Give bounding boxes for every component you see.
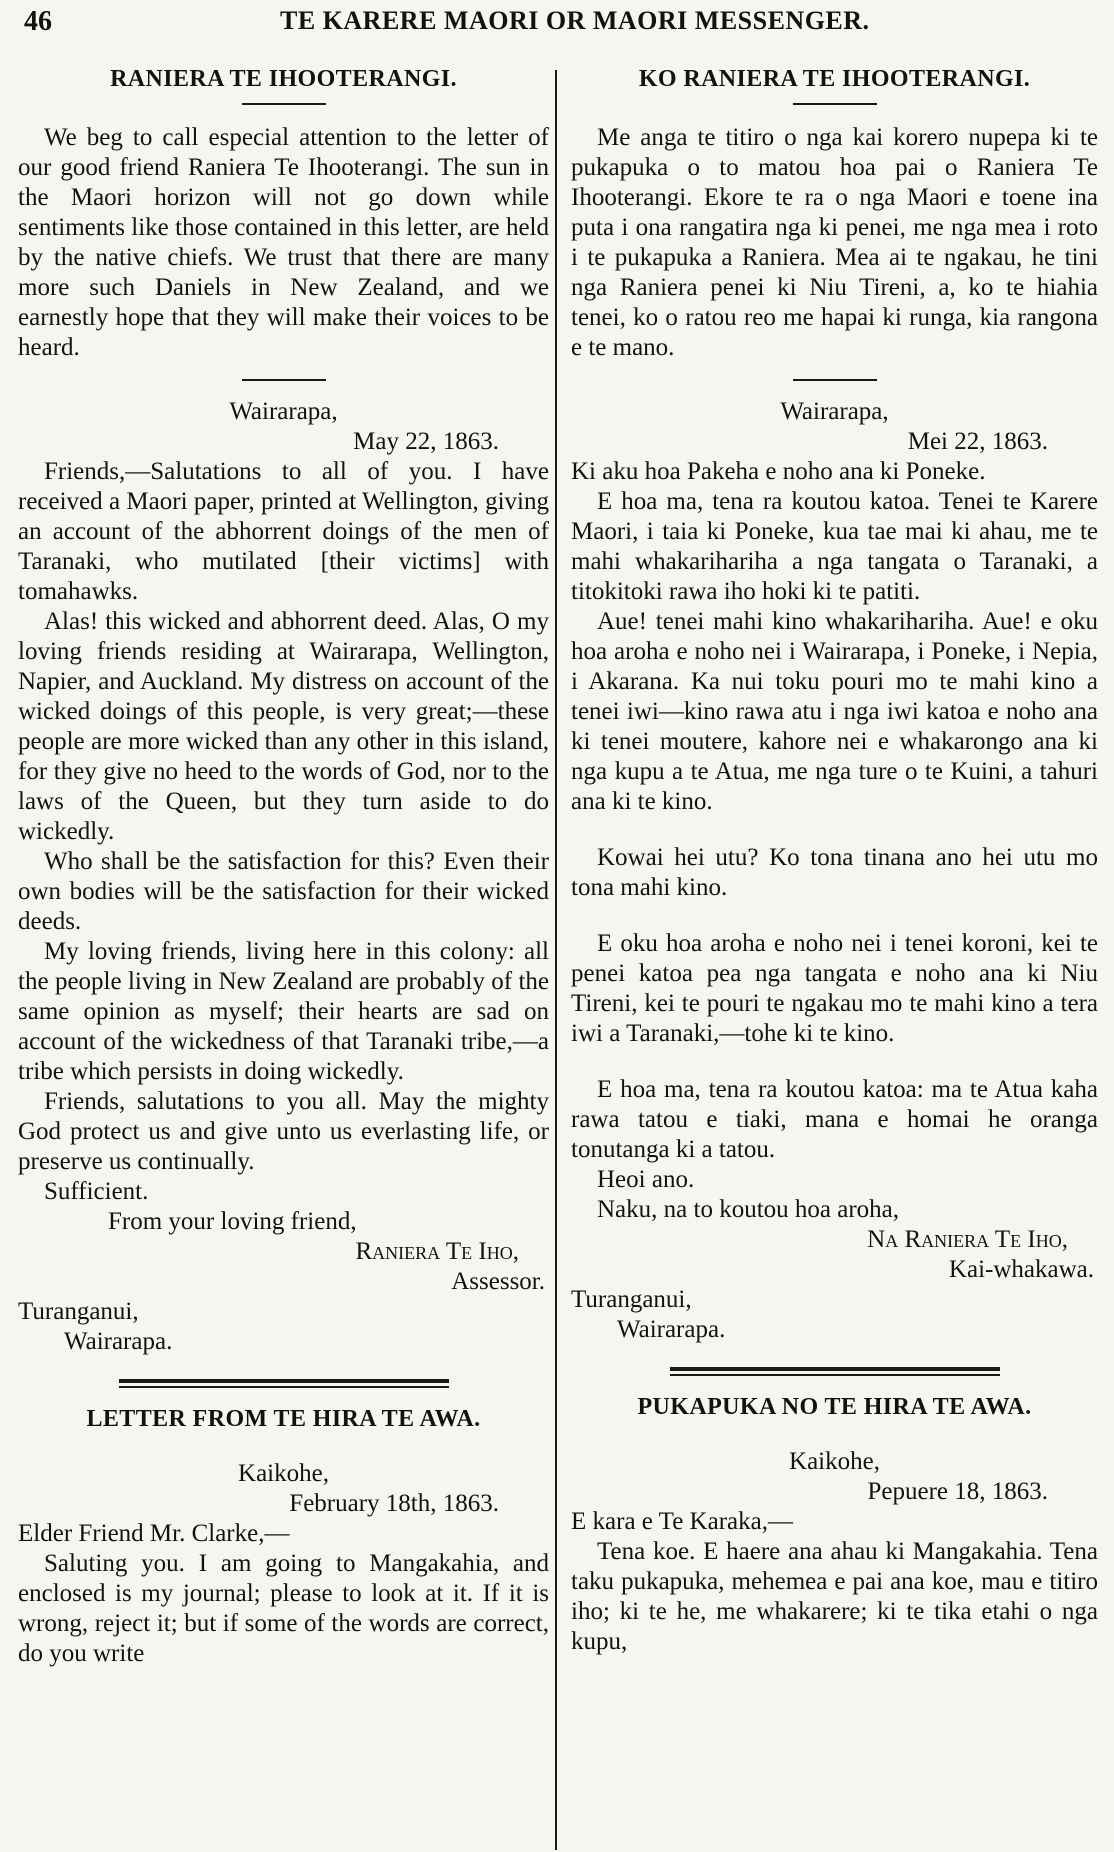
letter-paragraph: Friends, salutations to you all. May the mighty God protect us and give unto us everlasting life, or preserve us continually. [18, 1088, 549, 1175]
letter-date: Pepuere 18, 1863. [867, 1478, 1048, 1505]
divider-rule [793, 103, 877, 105]
divider-rule [793, 379, 877, 381]
section-double-rule [119, 1379, 449, 1388]
signature-role: Kai-whakawa. [948, 1256, 1094, 1283]
letter-salutation: E kara e Te Karaka,— [571, 1508, 793, 1535]
section-double-rule [670, 1367, 1000, 1376]
signature-name: Na Raniera Te Iho, [867, 1226, 1068, 1253]
page-header [10, 0, 1104, 60]
article-heading-te-hira-mi: PUKAPUKA NO TE HIRA TE AWA. [637, 1394, 1032, 1420]
signature-intro: From your loving friend, [108, 1208, 357, 1235]
letter-place: Wairarapa, [229, 398, 338, 425]
two-column-body [10, 60, 1104, 1850]
editorial-intro: Me anga te titiro o nga kai korero nupepa ki te pukapuka o to matou hoa pai o Raniera Te Ihooterangi. Ekore te ra o nga Maori e toene ina puta i ona rangatira nga ki penei, me nga mea i roto i te pukapuka a Raniera. Mea ai te ngakau, he tini nga Raniera penei ki Niu Tireni, a, ko te hiahia tenei, ko o ratou reo me hapai ki runga, kia rangona e te mano. [571, 124, 1098, 361]
letter-paragraph: Saluting you. I am going to Mangakahia, and enclosed is my journal; please to look at it. If it is wrong, reject it; but if some of the words are correct, do you write [18, 1550, 549, 1667]
letter-paragraph: E hoa ma, tena ra koutou katoa: ma te Atua kaha rawa tatou e tiaki, mana e homai he oranga tonutanga ki a tatou. [571, 1076, 1098, 1163]
english-column [10, 60, 555, 1850]
letter-paragraph: My loving friends, living here in this colony: all the people living in New Zealand are probably of the same opinion as myself; their hearts are sad on account of the wickedness of that Taranaki tribe,—a tribe which persists in doing wickedly. [18, 938, 549, 1085]
signature-role: Assessor. [451, 1268, 545, 1295]
letter-date: May 22, 1863. [353, 428, 499, 455]
maori-column [555, 60, 1104, 1850]
letter-closing: Heoi ano. [597, 1166, 695, 1193]
letter-paragraph: Who shall be the satisfaction for this? Even their own bodies will be the satisfaction for their wicked deeds. [18, 848, 549, 935]
article-heading-te-hira-en: LETTER FROM TE HIRA TE AWA. [86, 1406, 481, 1432]
letter-location: Turanganui, [571, 1286, 692, 1313]
letter-location: Wairarapa. [64, 1328, 173, 1355]
editorial-intro: We beg to call especial attention to the letter of our good friend Raniera Te Ihooterangi. The sun in the Maori horizon will not go down while sentiments like those contained in this letter, are held by the native chiefs. We trust that there are many more such Daniels in New Zealand, and we earnestly hope that they will make their voices to be heard. [18, 124, 549, 361]
letter-place: Kaikohe, [238, 1460, 329, 1487]
letter-date: February 18th, 1863. [289, 1490, 499, 1517]
letter-location: Turanganui, [18, 1298, 139, 1325]
signature-intro: Naku, na to koutou hoa aroha, [597, 1196, 900, 1223]
letter-paragraph: E oku hoa aroha e noho nei i tenei koroni, kei te penei katoa pea nga tangata e noho ana ki Niu Tireni, kei te pouri te ngakau mo te mahi kino a tera iwi a Taranaki,—tohe ki te kino. [571, 930, 1098, 1047]
letter-paragraph: Kowai hei utu? Ko tona tinana ano hei utu mo tona mahi kino. [571, 844, 1098, 901]
letter-location: Wairarapa. [617, 1316, 726, 1343]
letter-paragraph: Alas! this wicked and abhorrent deed. Alas, O my loving friends residing at Wairarapa, Wellington, Napier, and Auckland. My distress on account of the wicked doings of this people, is very great;—these people are more wicked than any other in this island, for they give no heed to the words of God, nor to the laws of the Queen, but they turn aside to do wickedly. [18, 608, 549, 845]
letter-place: Kaikohe, [789, 1448, 880, 1475]
signature-name: Raniera Te Iho, [355, 1238, 519, 1265]
running-title: TE KARERE MAORI OR MAORI MESSENGER. [280, 6, 870, 35]
column-divider [555, 70, 557, 1850]
letter-paragraph: Friends,—Salutations to all of you. I have received a Maori paper, printed at Wellington, giving an account of the abhorrent doings of the men of Taranaki, who mutilated [their victims] with tomahawks. [18, 458, 549, 605]
letter-closing: Sufficient. [44, 1178, 149, 1205]
letter-salutation: Elder Friend Mr. Clarke,— [18, 1520, 290, 1547]
letter-address: Ki aku hoa Pakeha e noho ana ki Poneke. [571, 458, 986, 485]
letter-paragraph: Tena koe. E haere ana ahau ki Mangakahia. Tena taku pukapuka, mehemea e pai ana koe, mau e titiro iho; ki te he, me whakarere; ki te tika etahi o nga kupu, [571, 1538, 1098, 1655]
letter-paragraph: E hoa ma, tena ra koutou katoa. Tenei te Karere Maori, i taia ki Poneke, kua tae mai ki ahau, me te mahi whakarihariha a nga tangata o Taranaki, a titokitoki rawa iho hoki ki te patiti. [571, 488, 1098, 605]
letter-place: Wairarapa, [780, 398, 889, 425]
letter-date: Mei 22, 1863. [907, 428, 1048, 455]
divider-rule [242, 103, 326, 105]
article-heading-raniera-en: RANIERA TE IHOOTERANGI. [110, 66, 457, 92]
page-number: 46 [24, 6, 52, 37]
letter-paragraph: Aue! tenei mahi kino whakarihariha. Aue! e oku hoa aroha e noho nei i Wairarapa, i Poneke, i Nepia, i Akarana. Ka nui toku pouri mo te mahi kino a tenei iwi—kino rawa atu i nga iwi katoa e noho ana ki tenei moutere, kahore nei e whakarongo ana ki nga kupu a te Atua, me nga ture o te Kuini, a tahuri ana ki te kino. [571, 608, 1098, 815]
divider-rule [242, 379, 326, 381]
article-heading-raniera-mi: KO RANIERA TE IHOOTERANGI. [638, 66, 1031, 92]
